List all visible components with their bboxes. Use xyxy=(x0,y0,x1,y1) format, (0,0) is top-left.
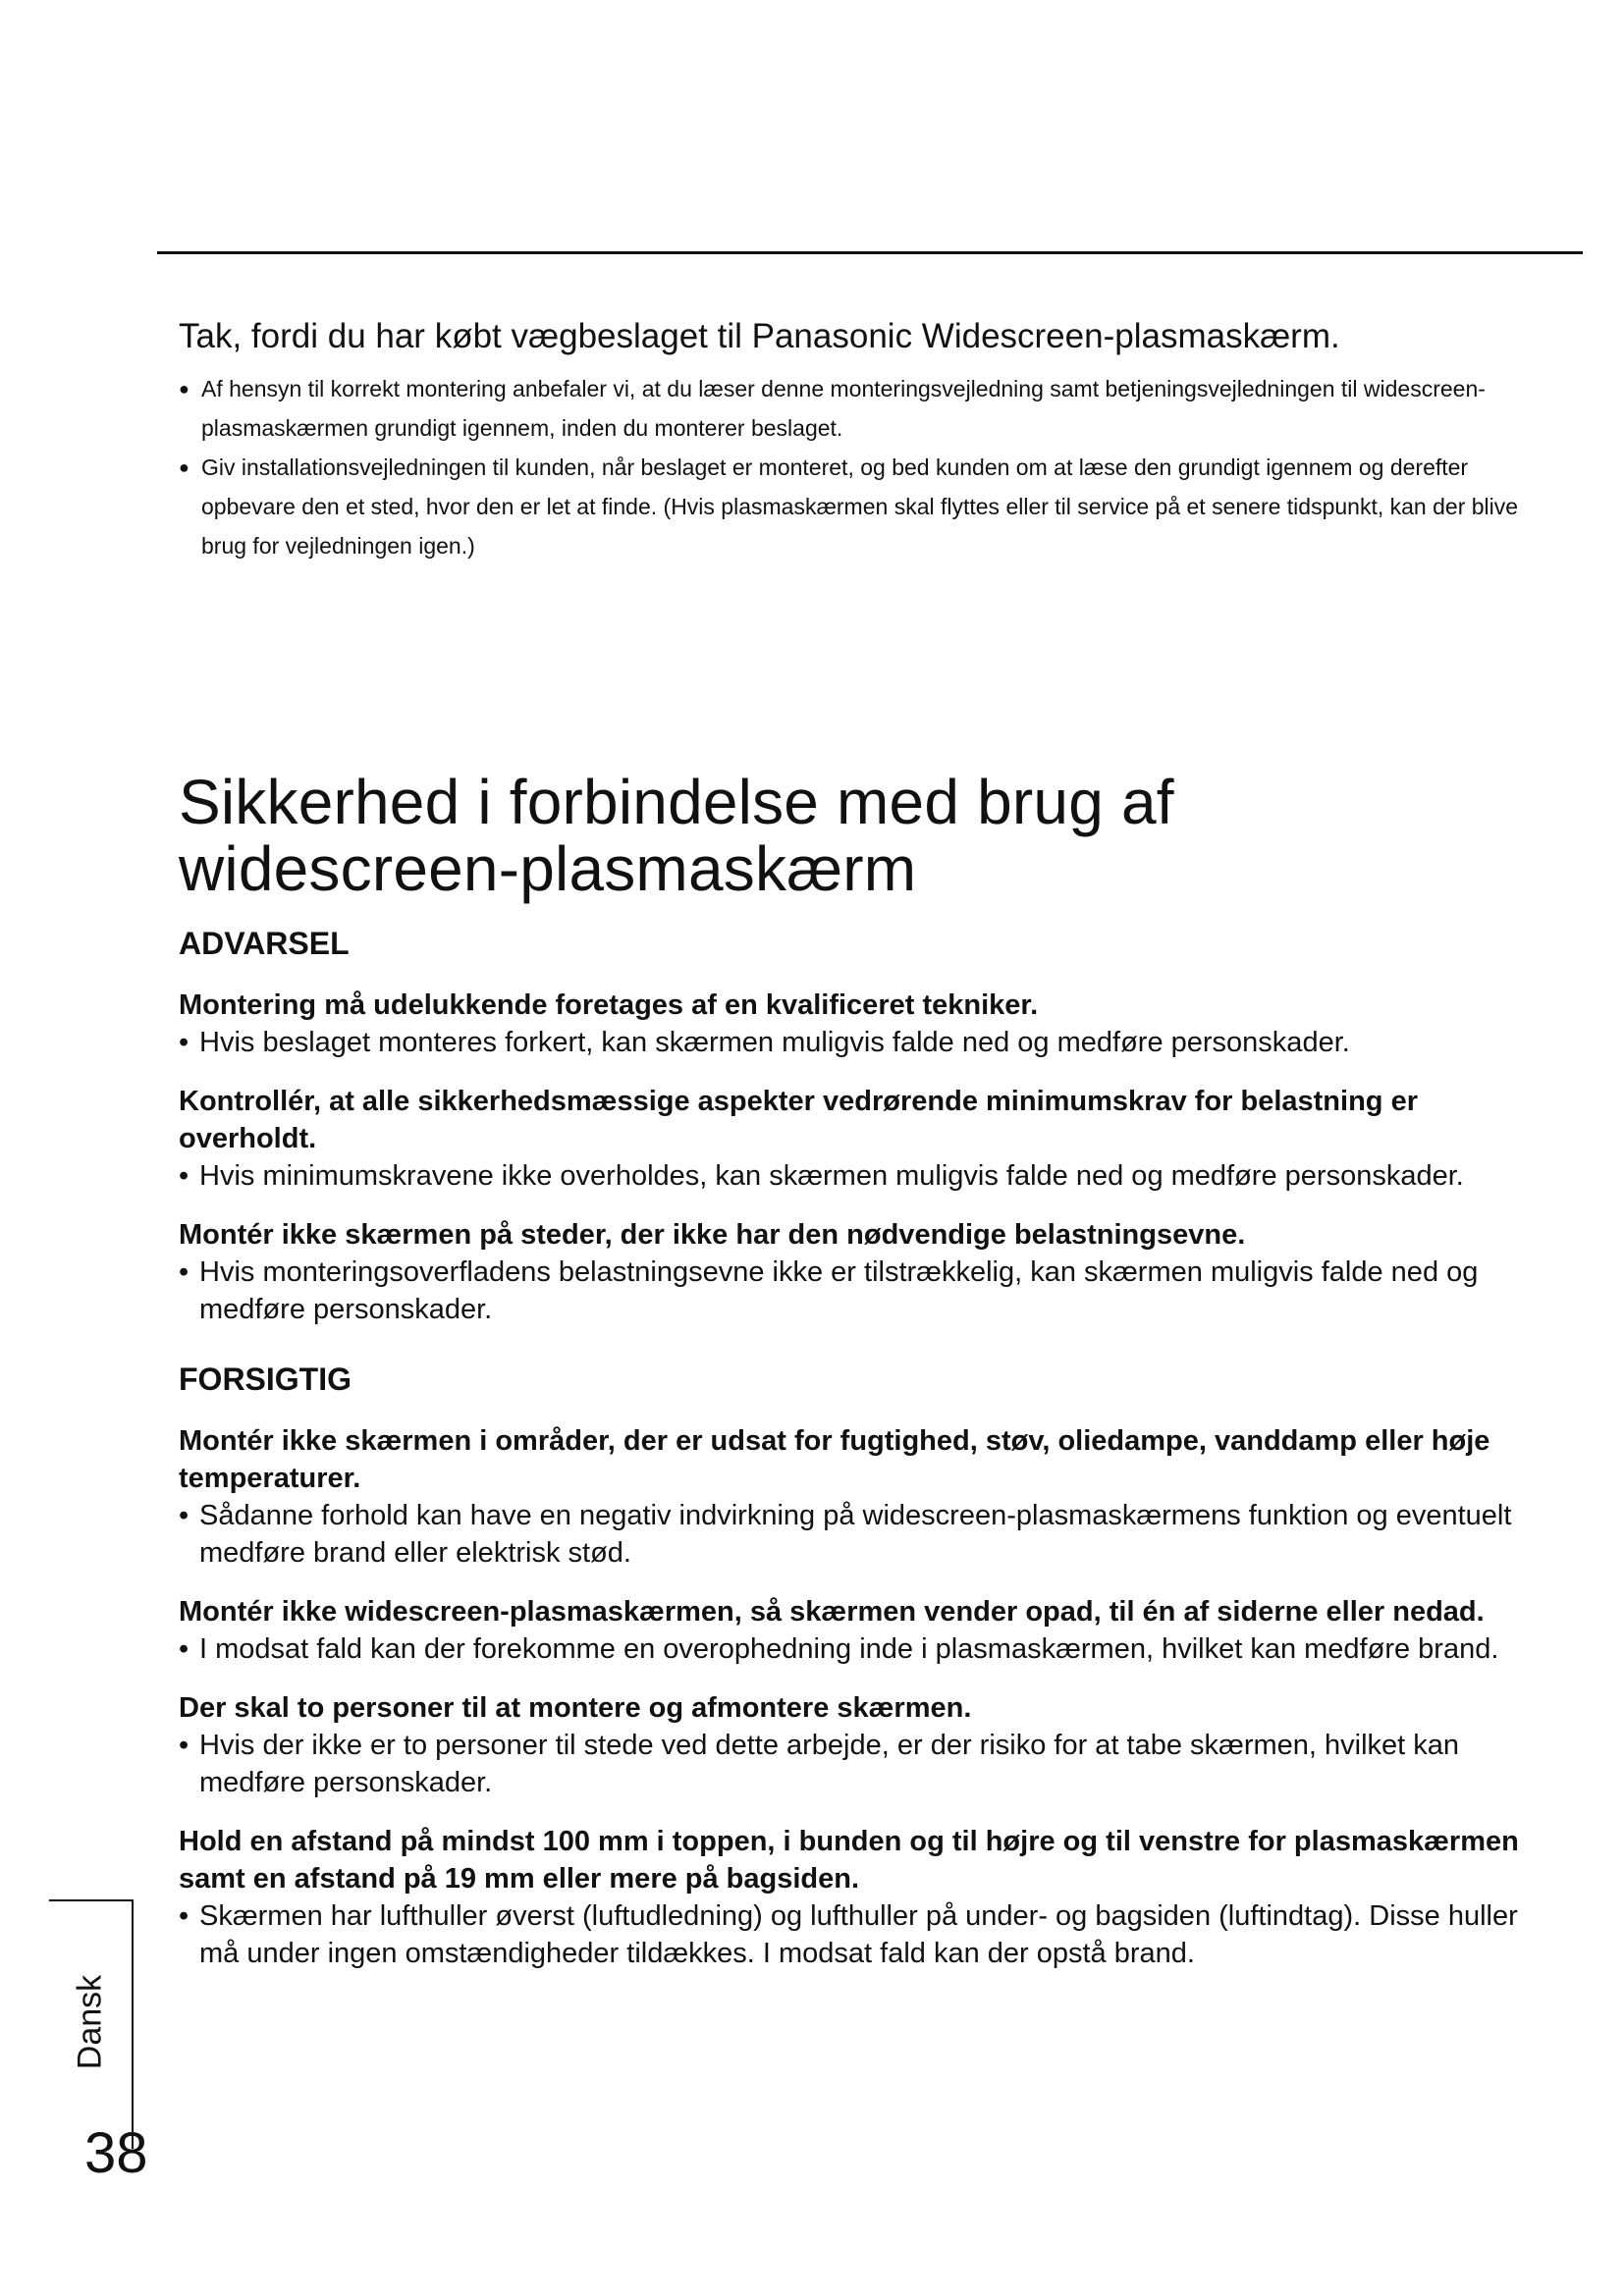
language-label: Dansk xyxy=(71,1974,109,2070)
page-number: 38 xyxy=(84,2121,148,2185)
caution-section xyxy=(179,1360,1524,1972)
item-heading: Kontrollér, at alle sikkerhedsmæssige aspekter vedrørende minimumskrav for belastning er overholdt. xyxy=(179,1086,1418,1154)
intro-title: Tak, fordi du har købt vægbeslaget til Panasonic Widescreen-plasmaskærm. xyxy=(179,317,1340,355)
item-body: • I modsat fald kan der forekomme en overophedning inde i plasmaskærmen, hvilket kan medføre brand. xyxy=(179,1630,1524,1668)
item-body: • Hvis monteringsoverfladens belastningsevne ikke er tilstrækkelig, kan skærmen muligvis falde ned og medføre personskader. xyxy=(179,1254,1524,1328)
caution-item xyxy=(179,1422,1524,1572)
item-body: • Sådanne forhold kan have en negativ indvirkning på widescreen-plasmaskærmens funktion og eventuelt medføre brand eller elektrisk stød. xyxy=(179,1497,1524,1572)
item-body: • Hvis minimumskravene ikke overholdes, kan skærmen muligvis falde ned og medføre personskader. xyxy=(179,1157,1524,1195)
item-heading: Der skal to personer til at montere og afmontere skærmen. xyxy=(179,1692,972,1724)
item-heading: Hold en afstand på mindst 100 mm i toppen, i bunden og til højre og til venstre for plasmaskærmen samt en afstand på 19 mm eller mere på bagsiden. xyxy=(179,1826,1519,1895)
intro-bullet: ● Af hensyn til korrekt montering anbefaler vi, at du læser denne monteringsvejledning samt betjeningsvejledningen til widescreen-plasmaskærmen grundigt igennem, inden du monterer beslaget. xyxy=(179,369,1553,448)
header-rule xyxy=(157,251,1583,254)
item-body: • Skærmen har lufthuller øverst (luftudledning) og lufthuller på under- og bagsiden (luftindtag). Disse huller må under ingen omstændigheder tildækkes. I modsat fald kan der opstå brand. xyxy=(179,1897,1524,1972)
intro-bullet-list xyxy=(179,369,1553,565)
item-heading: Montér ikke skærmen på steder, der ikke har den nødvendige belastningsevne. xyxy=(179,1219,1246,1251)
item-body: • Hvis beslaget monteres forkert, kan skærmen muligvis falde ned og medføre personskader. xyxy=(179,1024,1524,1061)
warning-item xyxy=(179,1083,1524,1195)
caution-item xyxy=(179,1593,1524,1668)
warning-heading: ADVARSEL xyxy=(179,926,350,961)
item-heading: Montér ikke widescreen-plasmaskærmen, så skærmen vender opad, til én af siderne eller nedad. xyxy=(179,1596,1485,1628)
intro-bullet: ● Giv installationsvejledningen til kunden, når beslaget er monteret, og bed kunden om at læse den grundigt igennem og derefter opbevare den et sted, hvor den er let at finde. (Hvis plasmaskærmen skal flyttes eller til service på et senere tidspunkt, kan der blive brug for vejledningen igen.) xyxy=(179,448,1553,565)
item-heading: Montér ikke skærmen i områder, der er udsat for fugtighed, støv, oliedampe, vanddamp eller høje temperaturer. xyxy=(179,1425,1490,1494)
caution-item xyxy=(179,1689,1524,1801)
item-body: • Hvis der ikke er to personer til stede ved dette arbejde, er der risiko for at tabe skærmen, hvilket kan medføre personskader. xyxy=(179,1727,1524,1801)
caution-item xyxy=(179,1823,1524,1972)
caution-heading: FORSIGTIG xyxy=(179,1362,352,1397)
item-heading: Montering må udelukkende foretages af en kvalificeret tekniker. xyxy=(179,989,1039,1021)
intro-section xyxy=(179,316,1553,565)
safety-section xyxy=(179,769,1524,1994)
page-title: Sikkerhed i forbindelse med brug af widescreen-plasmaskærm xyxy=(179,767,1174,904)
warning-section xyxy=(179,924,1524,1328)
warning-item xyxy=(179,1216,1524,1328)
warning-item xyxy=(179,987,1524,1061)
language-tab xyxy=(71,1953,110,2091)
